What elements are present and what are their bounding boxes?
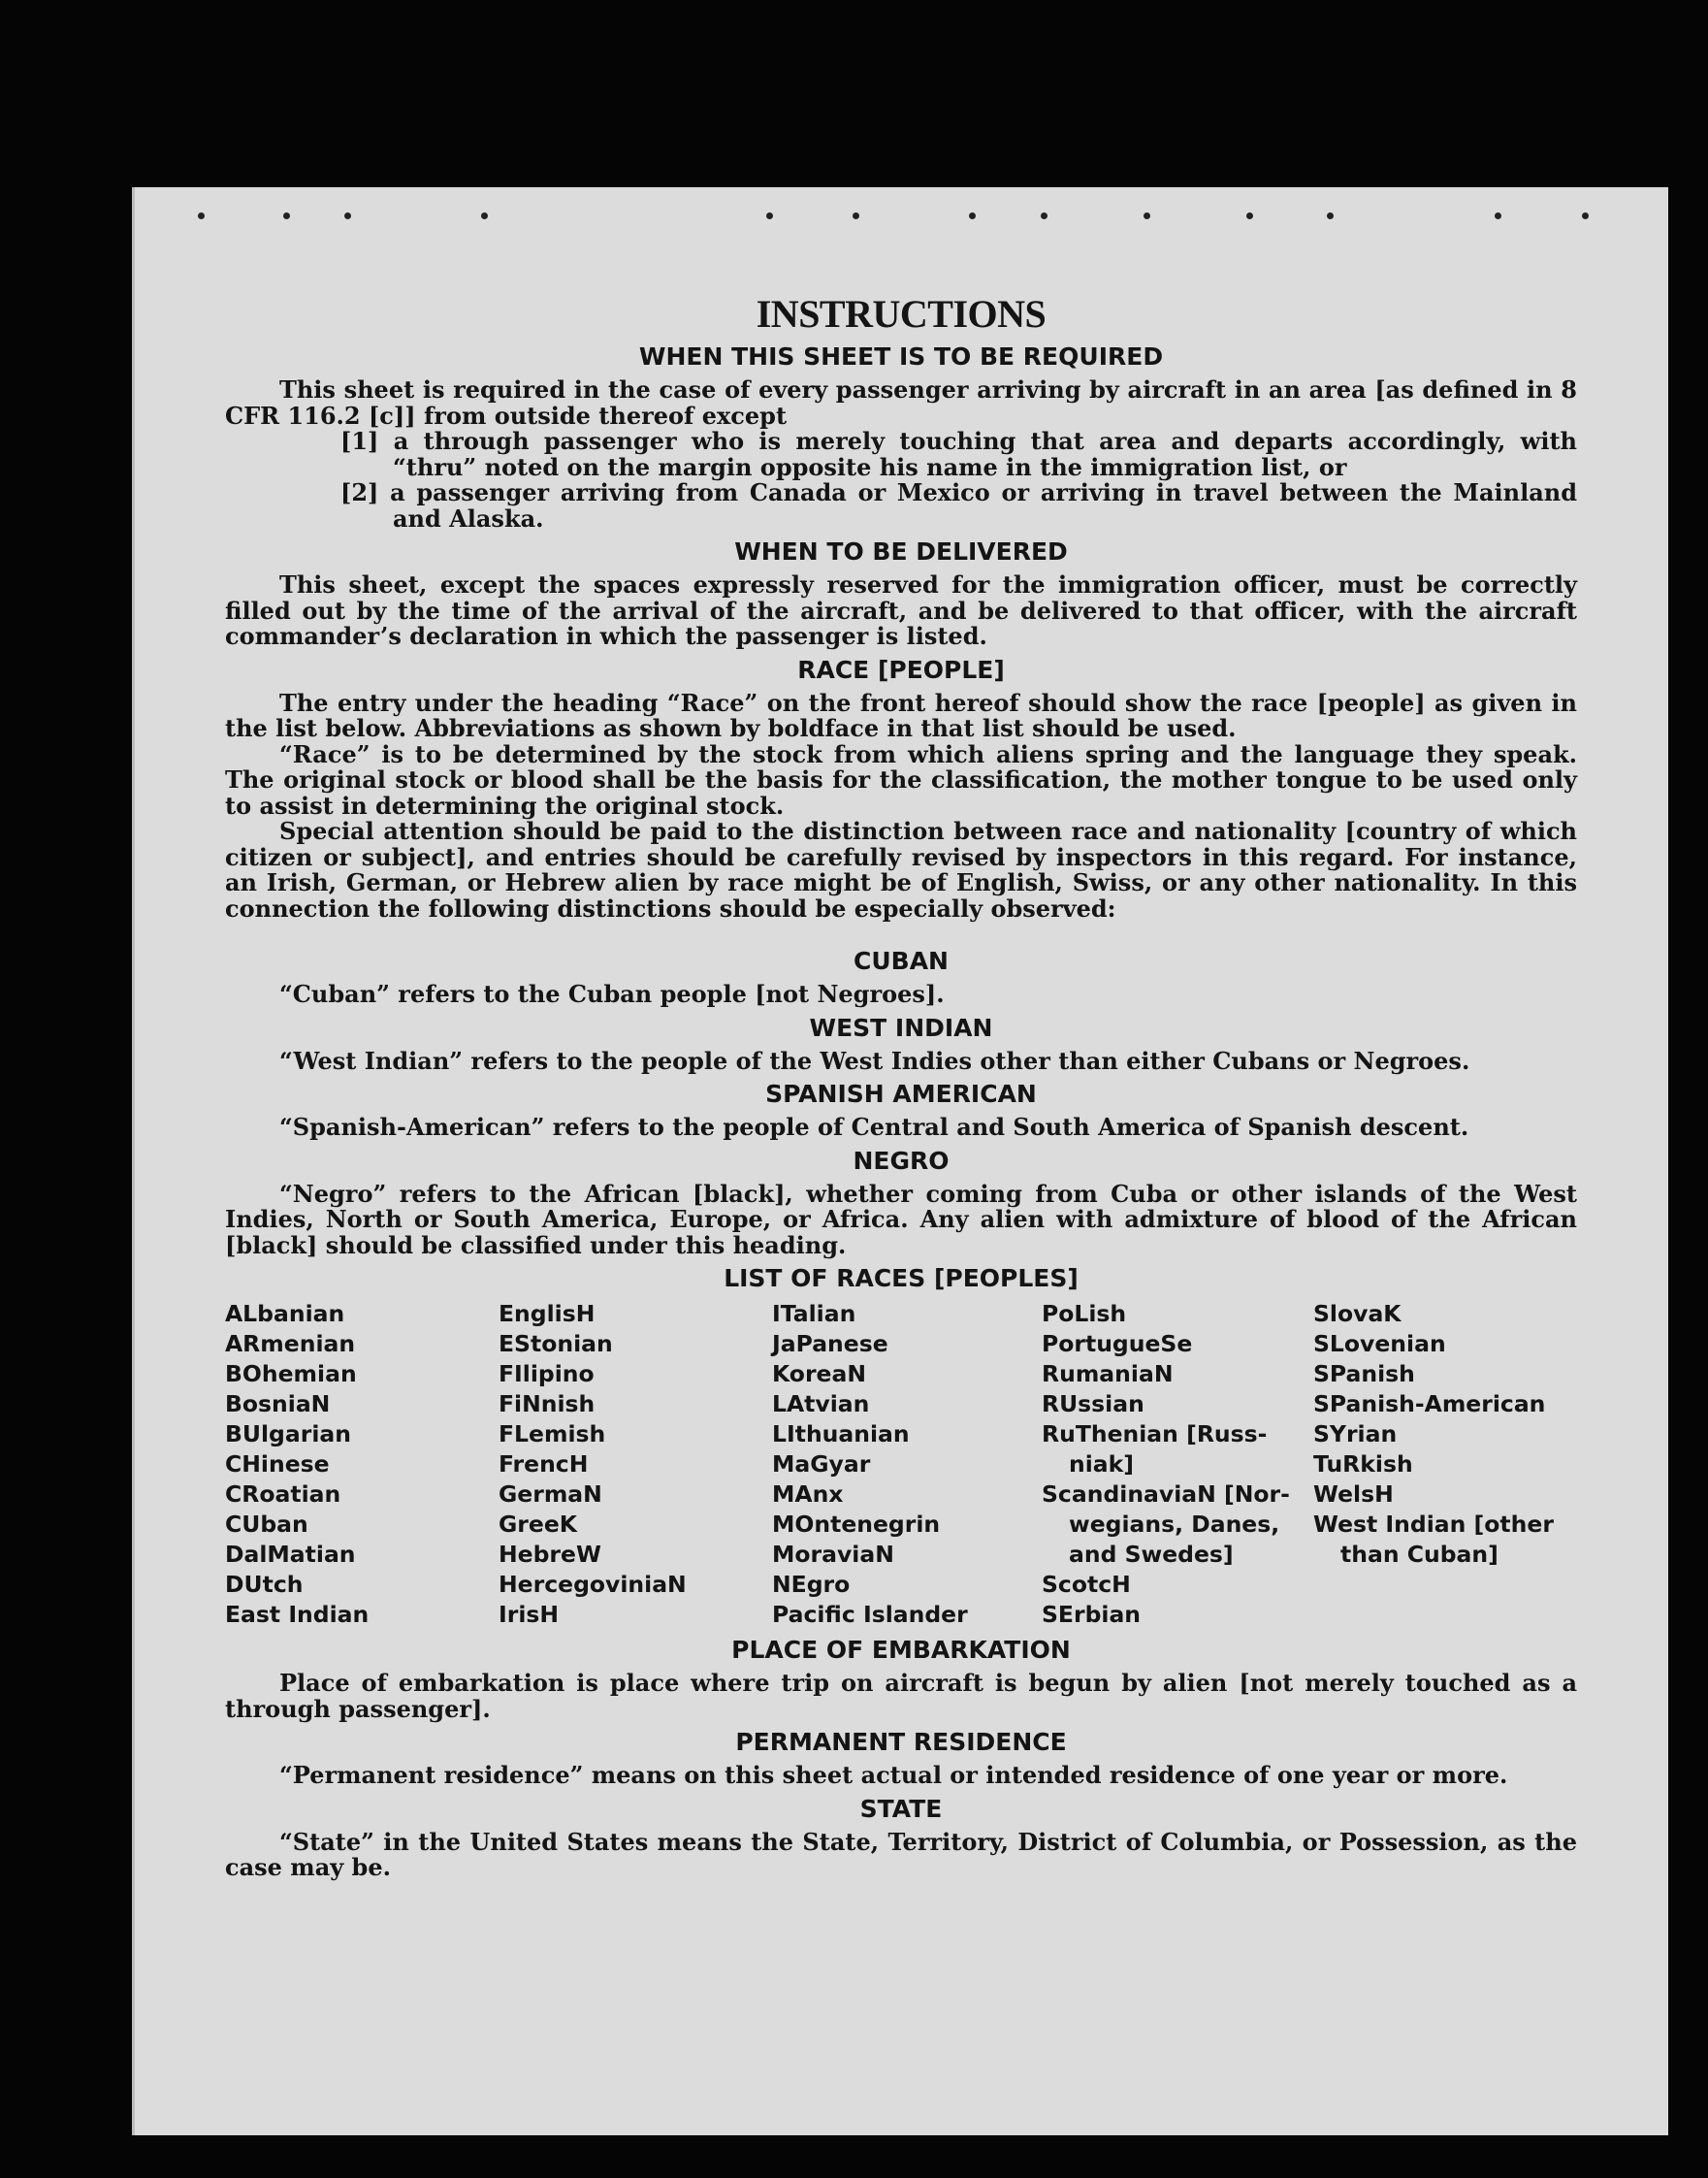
punch-hole: [1144, 212, 1150, 219]
punch-hole: [1495, 212, 1501, 219]
race-entry: HercegoviniaN: [499, 1571, 687, 1598]
race-entry: ALbanian: [225, 1300, 345, 1327]
race-entry: NEgro: [772, 1571, 851, 1598]
races-column-3: [772, 1299, 1042, 1630]
document-sheet: [132, 187, 1668, 2135]
cuban-text: “Cuban” refers to the Cuban people [not Negroes].: [279, 980, 945, 1008]
race-paragraph-1: The entry under the heading “Race” on the front hereof should show the race [people] as given in the list below. Abbreviations as shown by boldface in that list should be used.: [225, 688, 1577, 742]
race-entry: PortugueSe: [1042, 1330, 1193, 1357]
required-intro: This sheet is required in the case of every passenger arriving by aircraft in an area [as defined in 8 CFR 116.2 [c]] from outside thereof except: [225, 375, 1577, 430]
heading-list-of-races: LIST OF RACES [PEOPLES]: [724, 1264, 1079, 1292]
race-paragraph-2: “Race” is to be determined by the stock from which aliens spring and the language they speak. The original stock or blood shall be the basis for the classification, the mother tongue to be used only to assist in determining the original stock.: [225, 739, 1577, 820]
punch-hole: [481, 212, 488, 219]
race-entry: ScandinaviaN [Nor-: [1042, 1480, 1290, 1508]
embarkation-text: Place of embarkation is place where trip on aircraft is begun by alien [not merely touched as a through passenger].: [225, 1669, 1577, 1723]
race-entry: RuThenian [Russ-: [1042, 1420, 1268, 1447]
race-entry: FLemish: [499, 1420, 606, 1447]
race-entry: FiNnish: [499, 1390, 596, 1417]
race-entry: SPanish: [1313, 1360, 1415, 1387]
west-indian-text: “West Indian” refers to the people of the West Indies other than either Cubans or Negroes.: [279, 1046, 1470, 1075]
races-column-5: [1313, 1299, 1577, 1630]
page-title: INSTRUCTIONS: [756, 292, 1047, 336]
race-entry: GermaN: [499, 1480, 602, 1508]
punch-hole: [1041, 212, 1047, 219]
race-entry: IrisH: [499, 1601, 560, 1628]
punch-hole: [283, 212, 290, 219]
required-item-1: [1] a through passenger who is merely touching that area and departs accordingly, with “thru” noted on the margin opposite his name in the immigration list, or: [340, 427, 1577, 481]
races-list: [225, 1299, 1577, 1630]
race-entry: FIlipino: [499, 1360, 595, 1387]
punch-hole: [969, 212, 976, 219]
punch-hole: [1327, 212, 1334, 219]
race-entry: TuRkish: [1313, 1450, 1413, 1478]
race-entry: MAnx: [772, 1480, 844, 1508]
race-entry: GreeK: [499, 1511, 577, 1538]
heading-required: WHEN THIS SHEET IS TO BE REQUIRED: [638, 342, 1164, 371]
race-entry: JaPanese: [772, 1330, 888, 1357]
race-entry: LIthuanian: [772, 1420, 910, 1447]
race-entry: RumaniaN: [1042, 1360, 1174, 1387]
race-entry: EnglisH: [499, 1300, 596, 1327]
race-entry: West Indian [other: [1313, 1511, 1554, 1538]
punch-hole: [1246, 212, 1253, 219]
race-entry: PoLish: [1042, 1300, 1127, 1327]
punch-hole: [198, 212, 205, 219]
race-entry: BosniaN: [225, 1390, 331, 1417]
race-entry: CRoatian: [225, 1480, 341, 1508]
race-entry: ARmenian: [225, 1330, 356, 1357]
heading-race: RACE [PEOPLE]: [797, 655, 1005, 684]
race-entry: RUssian: [1042, 1390, 1144, 1417]
heading-negro: NEGRO: [853, 1146, 950, 1175]
race-entry: HebreW: [499, 1541, 601, 1568]
race-entry-continued: niak]: [1069, 1450, 1135, 1478]
race-entry: LAtvian: [772, 1390, 870, 1417]
race-entry: SPanish-American: [1313, 1390, 1546, 1417]
delivered-text: This sheet, except the spaces expressly reserved for the immigration officer, must be correctly filled out by the time of the arrival of the aircraft, and be delivered to that officer, with the aircraft commander’s declaration in which the passenger is listed.: [225, 570, 1577, 650]
race-paragraph-3: Special attention should be paid to the distinction between race and nationality [country of which citizen or subject], and entries should be carefully revised by inspectors in this regard. For instance, an Irish, German, or Hebrew alien by race might be of English, Swiss, or any other nationality. In this connection the following distinctions should be especially observed:: [225, 817, 1577, 923]
race-entry: MOntenegrin: [772, 1511, 941, 1538]
races-column-1: [225, 1299, 499, 1630]
instructions-content: [225, 292, 1577, 1881]
required-item-2: [2] a passenger arriving from Canada or Mexico or arriving in travel between the Mainland and Alaska.: [340, 478, 1577, 533]
race-entry: KoreaN: [772, 1360, 866, 1387]
race-entry: East Indian: [225, 1601, 370, 1628]
race-entry: EStonian: [499, 1330, 613, 1357]
punch-hole: [766, 212, 773, 219]
heading-spanish-american: SPANISH AMERICAN: [765, 1080, 1037, 1108]
race-entry: DUtch: [225, 1571, 304, 1598]
residence-text: “Permanent residence” means on this sheet actual or intended residence of one year or more.: [279, 1761, 1508, 1789]
spanish-american-text: “Spanish-American” refers to the people of Central and South America of Spanish descent.: [279, 1113, 1469, 1141]
race-entry-continued: and Swedes]: [1069, 1541, 1234, 1568]
heading-permanent-residence: PERMANENT RESIDENCE: [735, 1728, 1067, 1756]
race-entry-continued: wegians, Danes,: [1069, 1511, 1280, 1538]
race-entry: ITalian: [772, 1300, 856, 1327]
punch-hole: [1582, 212, 1589, 219]
race-entry: BOhemian: [225, 1360, 357, 1387]
race-entry: FrencH: [499, 1450, 589, 1478]
race-entry: SlovaK: [1313, 1300, 1402, 1327]
heading-delivered: WHEN TO BE DELIVERED: [734, 537, 1068, 566]
race-entry: SLovenian: [1313, 1330, 1446, 1357]
race-entry: BUlgarian: [225, 1420, 351, 1447]
race-entry: ScotcH: [1042, 1571, 1131, 1598]
punch-hole: [344, 212, 351, 219]
negro-text: “Negro” refers to the African [black], whether coming from Cuba or other islands of the West Indies, North or South America, Europe, or Africa. Any alien with admixture of blood of the African [black] should be classified under this heading.: [225, 1179, 1577, 1259]
heading-west-indian: WEST INDIAN: [809, 1013, 993, 1042]
race-entry: CUban: [225, 1511, 308, 1538]
race-entry: CHinese: [225, 1450, 330, 1478]
punch-holes: [135, 212, 1668, 232]
punch-hole: [853, 212, 859, 219]
race-entry: DalMatian: [225, 1541, 356, 1568]
race-entry-continued: than Cuban]: [1340, 1541, 1499, 1568]
state-text: “State” in the United States means the State, Territory, District of Columbia, or Possession, as the case may be.: [225, 1827, 1577, 1881]
race-entry: WelsH: [1313, 1480, 1394, 1508]
race-entry: MaGyar: [772, 1450, 871, 1478]
races-column-2: [499, 1299, 772, 1630]
races-column-4: [1042, 1299, 1313, 1630]
heading-state: STATE: [859, 1794, 943, 1823]
heading-embarkation: PLACE OF EMBARKATION: [731, 1636, 1071, 1664]
race-entry: SErbian: [1042, 1601, 1142, 1628]
race-entry: MoraviaN: [772, 1541, 894, 1568]
race-entry: Pacific Islander: [772, 1601, 968, 1628]
race-entry: SYrian: [1313, 1420, 1398, 1447]
heading-cuban: CUBAN: [854, 947, 949, 975]
